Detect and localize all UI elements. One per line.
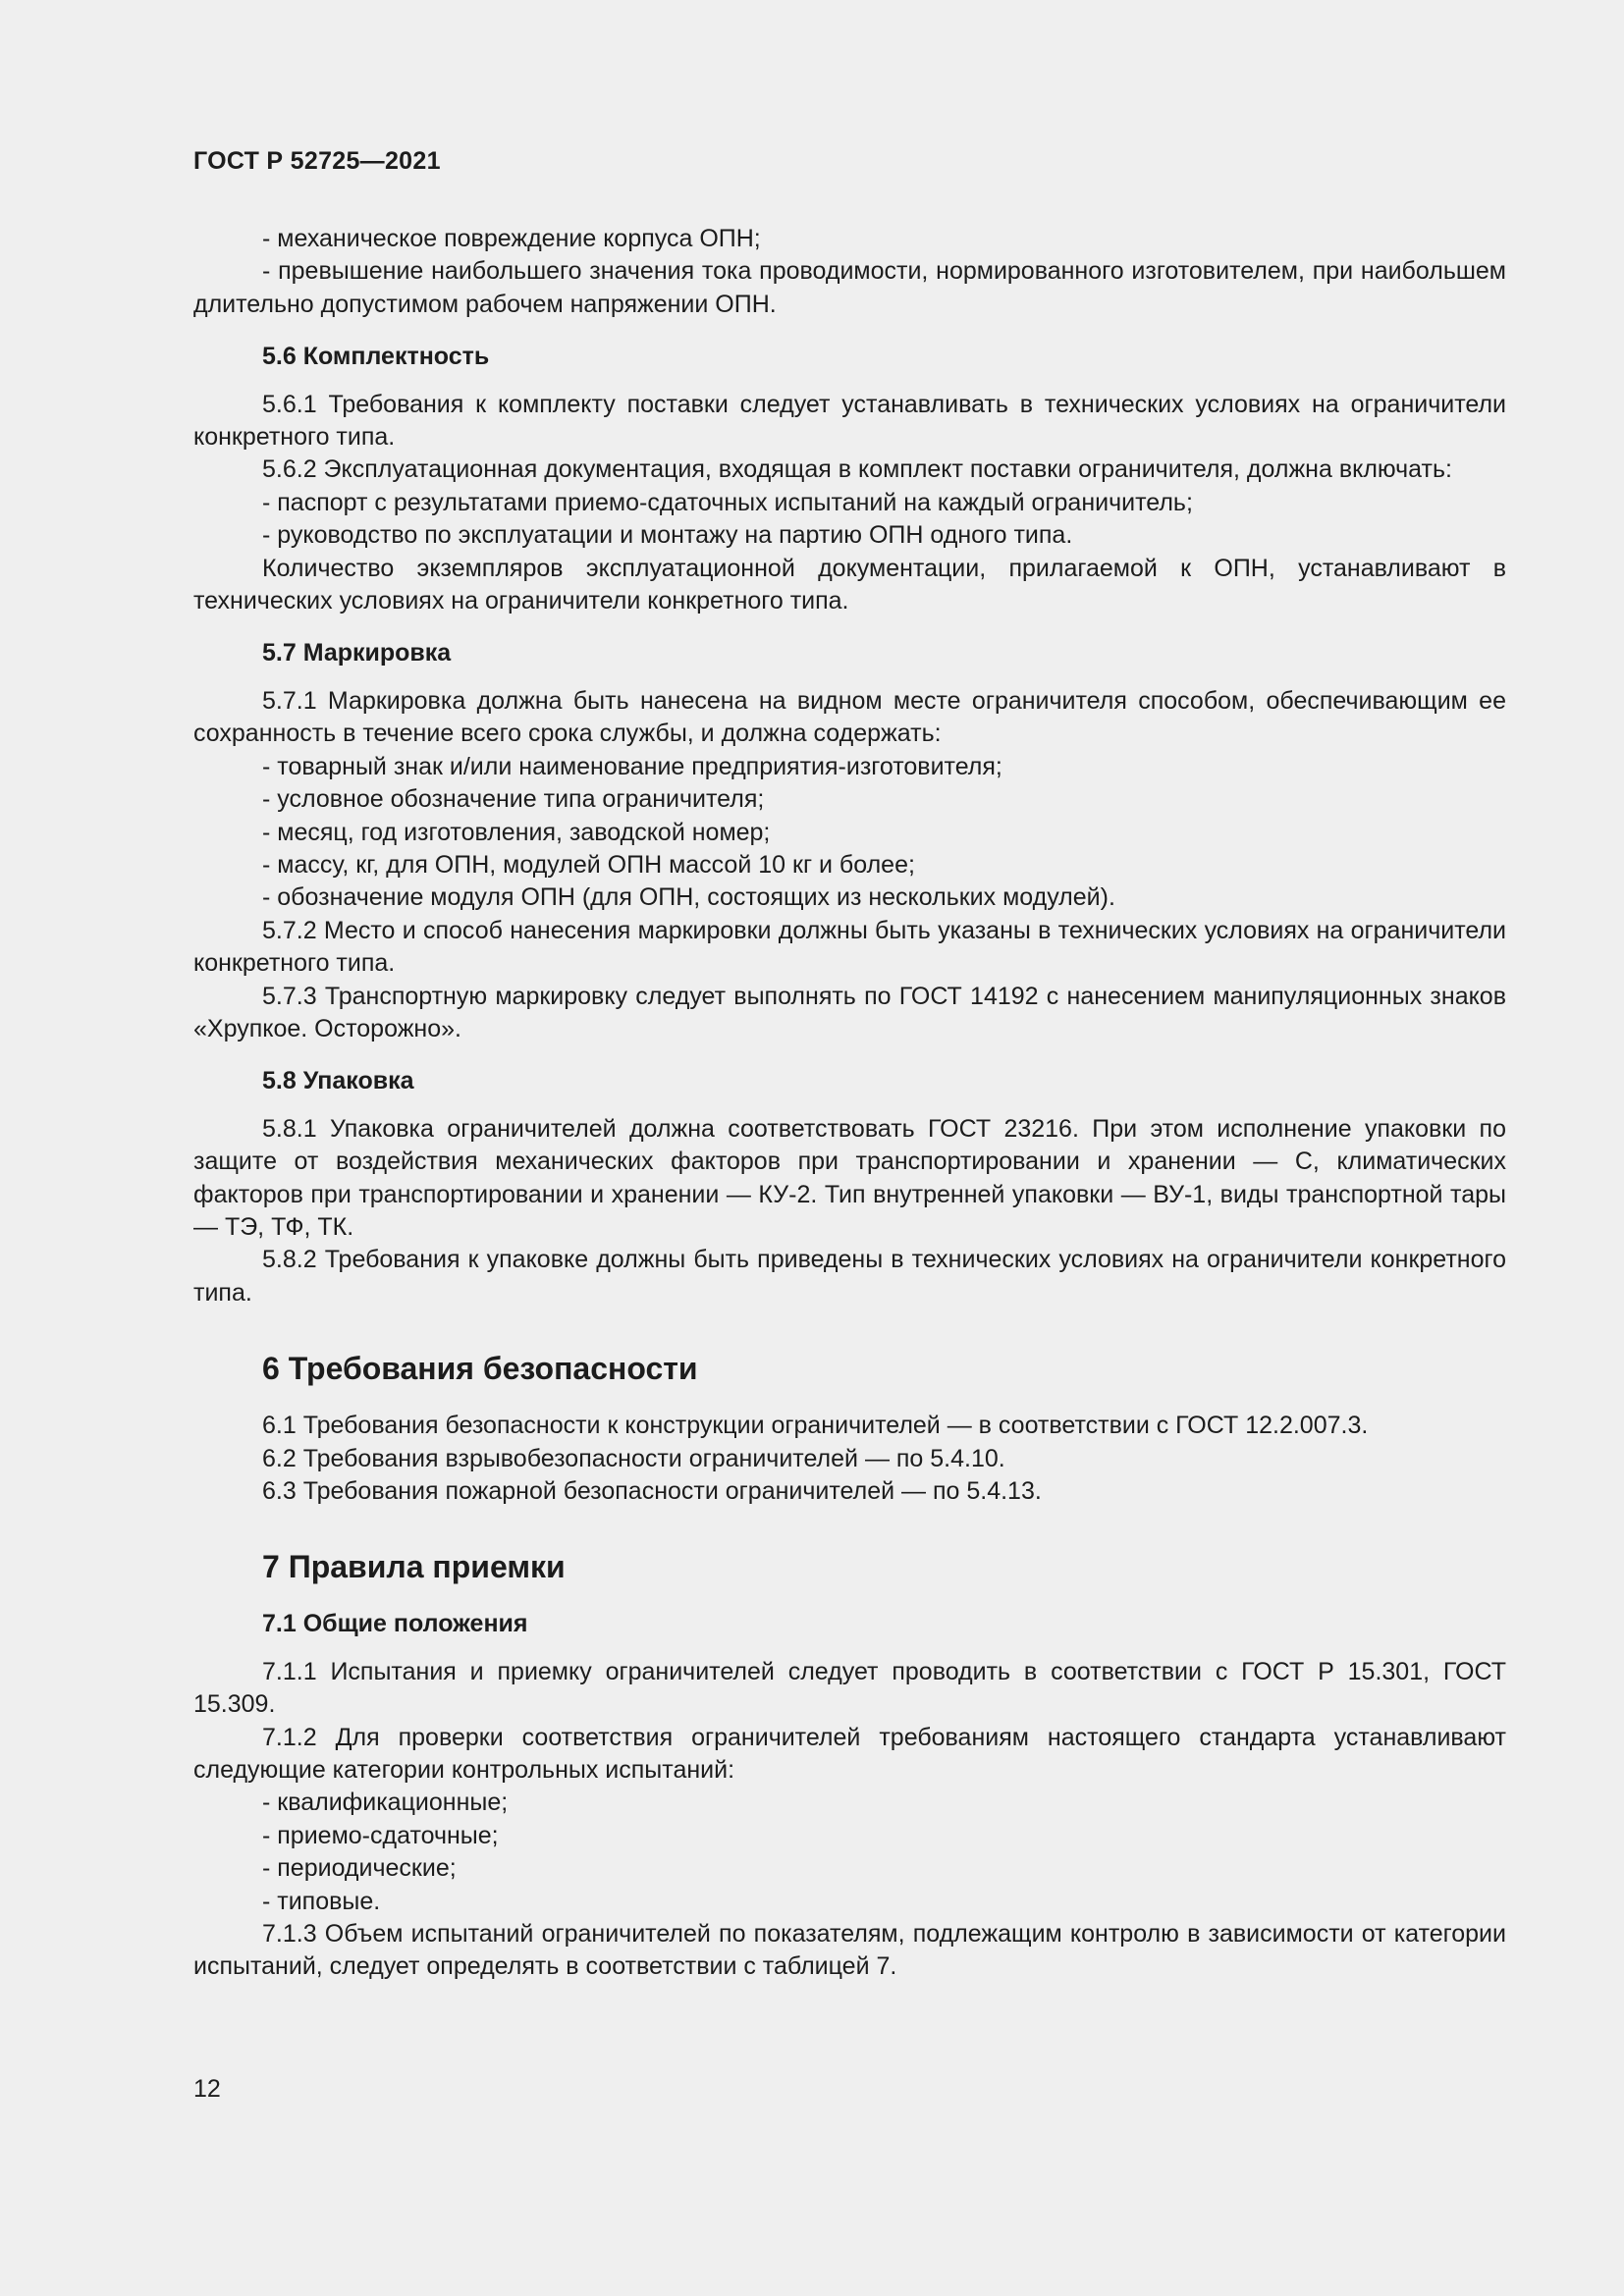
section-heading: 5.6 Комплектность [262, 343, 490, 371]
paragraph: 5.8.2 Требования к упаковке должны быть приведены в технических условиях на ограничители конкретного типа. [193, 1246, 1506, 1307]
section-heading: 5.8 Упаковка [262, 1067, 414, 1095]
paragraph: - превышение наибольшего значения тока проводимости, нормированного изготовителем, при наибольшем длительно допустимом рабочем напряжении ОПН. [193, 257, 1506, 318]
paragraph: 7.1.1 Испытания и приемку ограничителей следует проводить в соответствии с ГОСТ Р 15.301, ГОСТ 15.309. [193, 1657, 1506, 1719]
paragraph: 5.7.1 Маркировка должна быть нанесена на видном месте ограничителя способом, обеспечивающим ее сохранность в течение всего срока службы, и должна содержать: [193, 686, 1506, 748]
list-item: - обозначение модуля ОПН (для ОПН, состоящих из нескольких модулей). [262, 883, 1115, 912]
list-item: 6.1 Требования безопасности к конструкции ограничителей — в соответствии с ГОСТ 12.2.007.3. [262, 1412, 1369, 1440]
paragraph: 5.7.3 Транспортную маркировку следует выполнять по ГОСТ 14192 с нанесением манипуляционных знаков «Хрупкое. Осторожно». [193, 982, 1506, 1042]
chapter-heading: 6 Требования безопасности [262, 1351, 698, 1387]
section-heading: 7.1 Общие положения [262, 1610, 528, 1638]
paragraph: 5.6.2 Эксплуатационная документация, входящая в комплект поставки ограничителя, должна включать: [262, 455, 1452, 484]
page-number: 12 [193, 2075, 221, 2103]
list-item: 6.2 Требования взрывобезопасности ограничителей — по 5.4.10. [262, 1444, 1005, 1472]
document-header: ГОСТ Р 52725—2021 [193, 147, 441, 175]
list-item: - товарный знак и/или наименование предприятия-изготовителя; [262, 752, 1002, 780]
section-heading: 5.7 Маркировка [262, 639, 452, 667]
list-item: - приемо-сдаточные; [262, 1821, 499, 1849]
list-item: - условное обозначение типа ограничителя; [262, 785, 765, 814]
document-body [193, 223, 1506, 1984]
paragraph: 7.1.3 Объем испытаний ограничителей по показателям, подлежащим контролю в зависимости от категории испытаний, следует определять в соответствии с таблицей 7. [193, 1920, 1506, 1981]
list-item: - месяц, год изготовления, заводской номер; [262, 818, 771, 846]
paragraph: Количество экземпляров эксплуатационной документации, прилагаемой к ОПН, устанавливают в технических условиях на ограничители конкретного типа. [193, 554, 1506, 615]
list-item: - механическое повреждение корпуса ОПН; [262, 225, 761, 252]
chapter-heading: 7 Правила приемки [262, 1549, 566, 1585]
paragraph: 7.1.2 Для проверки соответствия ограничителей требованиям настоящего стандарта устанавливают следующие категории контрольных испытаний: [193, 1723, 1506, 1785]
list-item: 6.3 Требования пожарной безопасности ограничителей — по 5.4.13. [262, 1477, 1042, 1505]
list-item: - квалификационные; [262, 1789, 509, 1817]
list-item: - периодические; [262, 1854, 457, 1883]
paragraph: 5.6.1 Требования к комплекту поставки следует устанавливать в технических условиях на ограничители конкретного типа. [193, 390, 1506, 452]
list-item: - руководство по эксплуатации и монтажу на партию ОПН одного типа. [262, 521, 1073, 550]
paragraph: 5.8.1 Упаковка ограничителей должна соответствовать ГОСТ 23216. При этом исполнение упаковки по защите от воздействия механических факторов при транспортировании и хранении — С, климатических факторов при транспортировании и хранении — КУ-2. Тип внутренней упаковки — ВУ-1, виды транспортной тары — ТЭ, ТФ, ТК. [193, 1114, 1506, 1241]
paragraph: 5.7.2 Место и способ нанесения маркировки должны быть указаны в технических условиях на ограничители конкретного типа. [193, 916, 1506, 978]
list-item: - массу, кг, для ОПН, модулей ОПН массой 10 кг и более; [262, 850, 915, 879]
list-item: - паспорт с результатами приемо-сдаточных испытаний на каждый ограничитель; [262, 488, 1193, 516]
list-item: - типовые. [262, 1887, 381, 1915]
